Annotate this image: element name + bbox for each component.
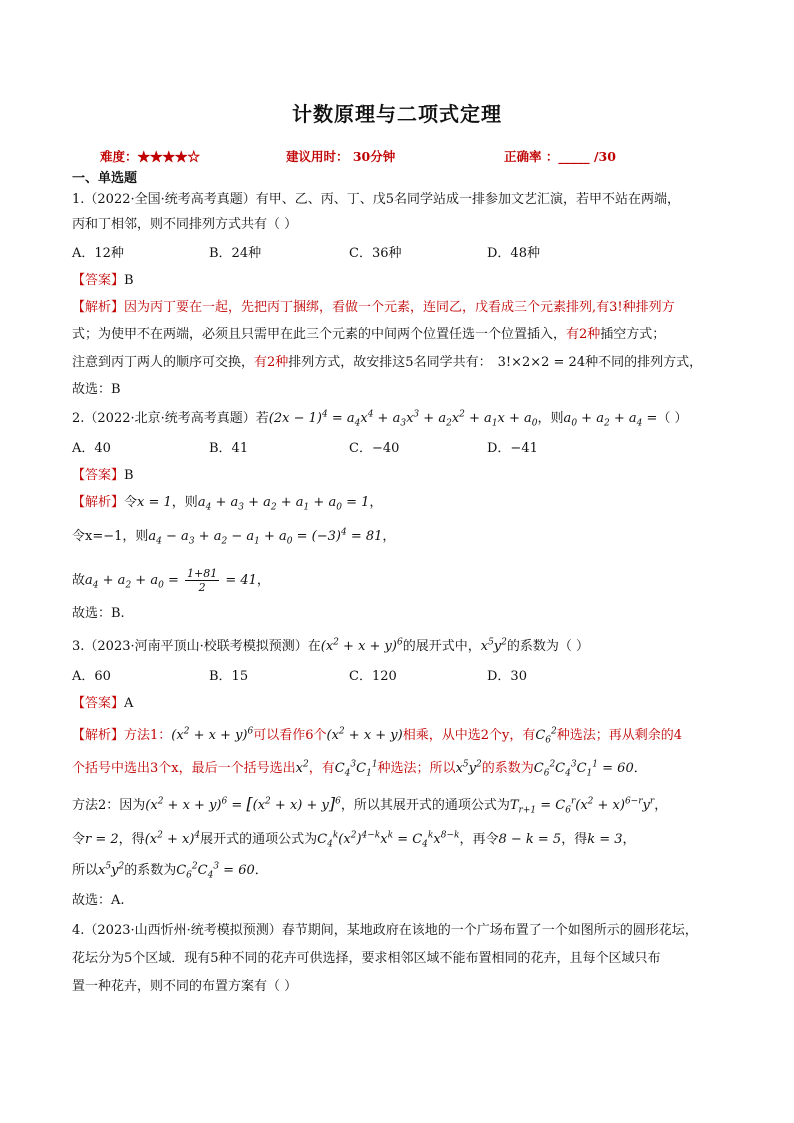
q2-option-b: B．41 xyxy=(209,441,249,456)
q1-analysis-line1 xyxy=(72,299,675,317)
q3-stem-end: 的系数为（ ） xyxy=(506,639,590,654)
answer-value: B xyxy=(124,273,134,288)
q2-stem-suffix: ，则 xyxy=(537,411,564,426)
q3-m2-general-term: $T_{r+1} = C_6^r(x^2 + x)^{6-r}y^r$ xyxy=(509,796,655,816)
q3-m2-g: ，得 xyxy=(561,832,588,847)
q2-stem-prefix: 2.（2022·北京·统考高考真题）若 xyxy=(72,411,269,426)
answer-value: B xyxy=(124,468,134,483)
q3-m2-h: 所以 xyxy=(72,863,99,878)
q1-answer xyxy=(72,272,134,290)
q2-target-formula: $a_0 + a_2 + a_4$ = xyxy=(563,411,658,429)
analysis-tag: 【解析】 xyxy=(72,300,125,315)
q3-m1-h: 的系数为 xyxy=(481,761,534,776)
q3-m1-f: ，有 xyxy=(308,761,335,776)
q3-m2-i: 的系数为 xyxy=(124,863,177,878)
q3-m1-g: 种选法；所以 xyxy=(377,761,456,776)
q2-expansion-formula: $(2x - 1)^4 = a_4x^4 + a_3x^3 + a_2x^2 + a_1x + a_0$ xyxy=(268,409,538,429)
q3-expression: $(x^2 + x + y)^6$ xyxy=(320,637,403,654)
q4-stem-line2: 花坛分为5个区域．现有5种不同的花卉可供选择，要求相邻区域不能布置相同的花卉，且每个区域只布 xyxy=(72,951,661,966)
q3-method2-line2: 令r = 2，得$(x^2 + x)^4$展开式的通项公式为$C_4^k(x^2)^{4-k}x^k = C_4^kx^{8-k}$，再令8 − k = 5，得k = 3， xyxy=(72,830,636,850)
q3-m2-e: 展开式的通项公式为 xyxy=(200,832,318,847)
q2-stem-end: （ ） xyxy=(657,411,688,426)
accuracy-label: 正确率 ：_____ /30 xyxy=(504,149,616,164)
q3-m1-b: 可以看作6个 xyxy=(253,728,327,743)
q2-option-c: C．−40 xyxy=(349,441,400,456)
q3-m1-e: 个括号中选出3个x，最后一个括号选出 xyxy=(72,761,296,776)
q2-a2-formula: $a_4 - a_3 + a_2 - a_1 + a_0 = (-3)^4 = 81$ xyxy=(148,527,383,547)
difficulty-label: 难度：★★★★☆ xyxy=(100,149,201,164)
analysis-tag: 【解析】 xyxy=(72,728,125,743)
q1-analysis-line2: 式；为使甲不在两端，必须且只需甲在此三个元素的中间两个位置任选一个位置插入，有2种插空方式； xyxy=(72,327,666,342)
time-label: 建议用时： 30分钟 xyxy=(286,149,396,164)
q2-analysis-line2: 令x=−1，则$a_4 - a_3 + a_2 - a_1 + a_0 = (-3)^4 = 81$， xyxy=(72,527,396,547)
q3-conclusion: 故选：A. xyxy=(72,893,125,908)
q1-option-a: A．12种 xyxy=(72,246,124,261)
q3-stem-mid: 的展开式中， xyxy=(402,639,481,654)
q4-stem-line1: 4.（2023·山西忻州·统考模拟预测）春节期间，某地政府在该地的一个广场布置了一个如图所示的圆形花坛， xyxy=(72,923,698,938)
q3-m2-identity: $(x^2 + x + y)^6 = [(x^2 + x) + y]^6$ xyxy=(145,794,341,813)
q1-option-b: B．24种 xyxy=(209,246,262,261)
q2-option-d: D．−41 xyxy=(487,441,538,456)
q4-stem-line3: 置一种花卉，则不同的布置方案有（ ） xyxy=(72,979,298,994)
q2-option-a: A．40 xyxy=(72,441,111,456)
q2-a2-prefix: 令x=−1，则 xyxy=(72,529,149,544)
q3-m2-b: ，所以其展开式的通项公式为 xyxy=(340,798,510,813)
q1-stem-line2: 丙和丁相邻，则不同排列方式共有（ ） xyxy=(72,217,298,232)
q3-method2-line1: 方法2：因为$(x^2 + x + y)^6 = [(x^2 + x) + y]^6$，所以其展开式的通项公式为$T_{r+1} = C_6^r(x^2 + x)^{6-r}y^r$， xyxy=(72,794,668,816)
q3-option-b: B．15 xyxy=(209,669,249,684)
q1-conclusion: 故选：B xyxy=(72,382,121,397)
section-heading: 一、单选题 xyxy=(72,171,138,186)
q3-answer xyxy=(72,695,133,713)
q3-option-d: D．30 xyxy=(487,669,527,684)
q1-analysis-text1: 因为丙丁要在一起，先把丙丁捆绑，看做一个元素，连同乙，戊看成三个元素排列,有3!种排列方 xyxy=(124,300,675,315)
q3-m1-d: 种选法；再从剩余的4 xyxy=(556,728,683,743)
q2-a3-prefix: 故 xyxy=(72,573,86,588)
q2-analysis-line3: 故$a_4 + a_2 + a_0$ = $\frac{1+81}{2}$ = 41， xyxy=(72,567,270,594)
q3-option-c: C．120 xyxy=(349,669,397,684)
q3-m1-c: 相乘，从中选2个y，有 xyxy=(402,728,536,743)
q1-analysis-line3 xyxy=(72,354,702,372)
q2-a1-prefix: 令 xyxy=(124,495,138,510)
q1-option-d: D．48种 xyxy=(487,246,540,261)
meta-bar xyxy=(100,147,720,165)
q3-term: $x^5y^2$ xyxy=(480,637,507,654)
q3-method2-line3: 所以$x^5y^2$的系数为$C_6^2C_4^3 = 60$． xyxy=(72,861,268,881)
q1-analysis-formula: 3!×2×2 = 24种不同的排列方式， xyxy=(497,355,703,370)
q3-m2-d: ，得 xyxy=(118,832,145,847)
q2-stem xyxy=(72,410,688,428)
q2-answer xyxy=(72,467,134,485)
q2-a3-formula: $a_4 + a_2 + a_0$ = $\frac{1+81}{2}$ = 41 xyxy=(85,567,257,594)
answer-tag: 【答案】 xyxy=(72,696,125,711)
answer-value: A xyxy=(124,696,134,711)
q3-method1-line1: 【解析】方法1：$(x^2 + x + y)^6$可以看作6个$(x^2 + x + y)$相乘，从中选2个y，有$C_6^2$种选法；再从剩余的4 xyxy=(72,726,683,746)
q3-m2-c: 令 xyxy=(72,832,86,847)
answer-tag: 【答案】 xyxy=(72,468,125,483)
q2-a1-mid: ，则 xyxy=(171,495,198,510)
q3-option-a: A．60 xyxy=(72,669,111,684)
q2-analysis-line1: 【解析】令x = 1，则$a_4 + a_3 + a_2 + a_1 + a_0 = 1$， xyxy=(72,495,383,513)
page-title: 计数原理与二项式定理 xyxy=(292,102,502,126)
q1-stem-line1: 1.（2022·全国·统考高考真题）有甲、乙、丙、丁、戊5名同学站成一排参加文艺汇演，若甲不站在两端， xyxy=(72,192,681,207)
q3-method1-line2: 个括号中选出3个x，最后一个括号选出$x^2$，有$C_4^3C_1^1$种选法；所以$x^5y^2$的系数为$C_6^2C_4^3C_1^1 = 60$． xyxy=(72,759,647,779)
q2-conclusion: 故选：B. xyxy=(72,606,125,621)
q3-m1-a: 方法1： xyxy=(124,728,172,743)
q2-a1-formula2: $a_4 + a_3 + a_2 + a_1 + a_0 = 1$ xyxy=(197,495,370,513)
analysis-tag: 【解析】 xyxy=(72,495,125,510)
q1-analysis-text3: 注意到丙丁两人的顺序可交换，有2种排列方式，故安排这5名同学共有： xyxy=(72,355,492,370)
q3-stem-prefix: 3.（2023·河南平顶山·校联考模拟预测）在 xyxy=(72,639,321,654)
q3-m2-f: ，再令 xyxy=(459,832,499,847)
q2-a1-formula1: x = 1 xyxy=(137,495,172,510)
q3-stem xyxy=(72,638,589,656)
q3-m2-a: 方法2：因为 xyxy=(72,798,146,813)
q1-option-c: C．36种 xyxy=(349,246,402,261)
answer-tag: 【答案】 xyxy=(72,273,125,288)
